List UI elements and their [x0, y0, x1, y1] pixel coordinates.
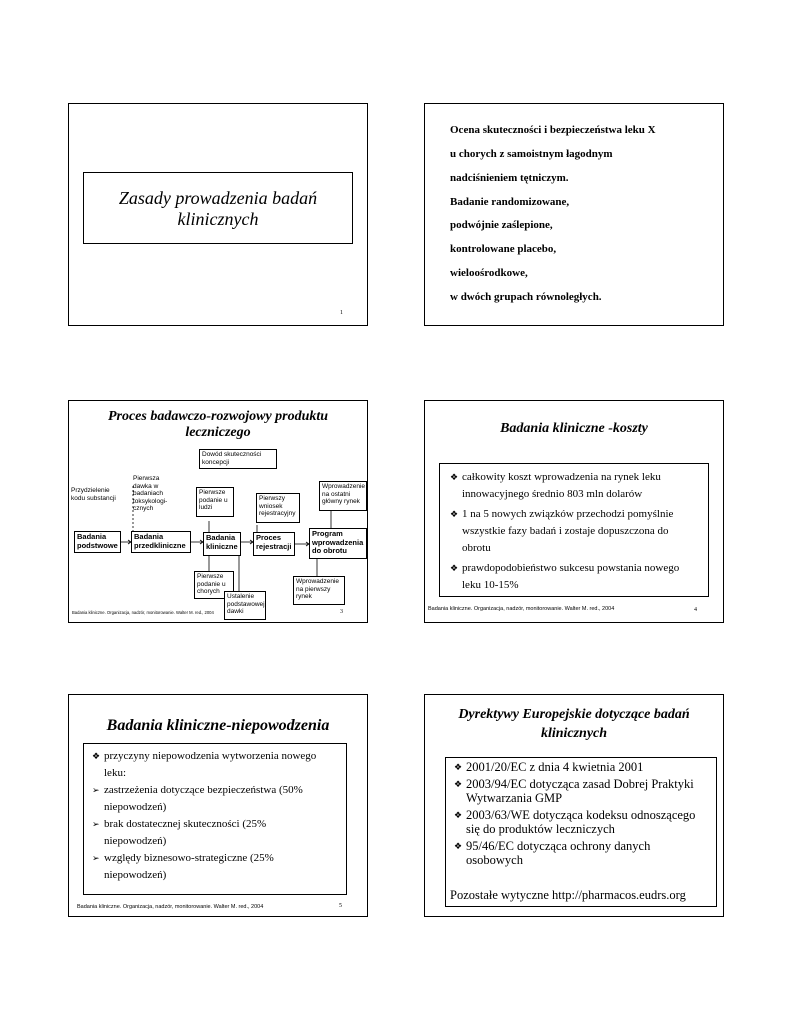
diamond-bullet-icon: ❖ — [450, 563, 459, 573]
stage-registration: Proces rejestracji — [253, 532, 295, 556]
stage-preclinical: Badania przedkliniczne — [131, 531, 191, 553]
first-dose-label: Pierwsza dawka w badaniach toksykologi- cznych — [133, 475, 168, 512]
slide-2-line: u chorych z samoistnym łagodnym — [450, 148, 613, 160]
slide-3 — [68, 400, 368, 623]
slide-1-title-box — [83, 172, 353, 244]
list-item: ❖ 2003/63/WE dotycząca kodeksu odnoszącego się do produktów leczniczych — [454, 808, 696, 836]
list-item: ❖ 1 na 5 nowych związków przechodzi pomyślnie wszystkie fazy badań i zostaje dopuszczona do obrotu — [450, 508, 674, 554]
slide-1 — [68, 103, 368, 326]
slide-footer: Badania kliniczne. Organizacja, nadzór, monitorowanie. Walter M. red., 2004 — [77, 904, 264, 910]
diamond-bullet-icon: ❖ — [92, 751, 101, 761]
slide-4 — [424, 400, 724, 623]
stage-market-program: Program wprowadzenia do obrotu — [309, 528, 367, 559]
slide-footer: Badania kliniczne. Organizacja, nadzór, monitorowanie. Walter M. red., 2004 — [72, 610, 214, 615]
list-item: ❖ 2001/20/EC z dnia 4 kwietnia 2001 — [454, 760, 644, 774]
base-dose-box: Ustalenie podstawowej dawki — [224, 591, 266, 620]
slide-2-line: kontrolowane placebo, — [450, 243, 557, 255]
diamond-bullet-icon: ❖ — [454, 779, 463, 789]
diamond-bullet-icon: ❖ — [450, 509, 459, 519]
proof-of-concept-box: Dowód skuteczności koncepcji — [199, 449, 277, 469]
list-item: ❖ przyczyny niepowodzenia wytworzenia nowego leku: — [92, 750, 317, 779]
slide-4-title: Badania kliniczne -koszty — [500, 421, 648, 436]
list-item: ❖ 95/46/EC dotycząca ochrony danych osobowych — [454, 839, 651, 867]
last-market-box: Wprowadzenie na ostatni główny rynek — [319, 481, 367, 511]
slide-6-bullet-box — [445, 757, 717, 907]
slide-footer: Badania kliniczne. Organizacja, nadzór, monitorowanie. Walter M. red., 2004 — [428, 606, 615, 612]
slide-1-title: Zasady prowadzenia badań klinicznych — [118, 188, 318, 229]
code-assignment-label: Przydzielenie kodu substancji — [71, 487, 116, 502]
list-item: ➢ brak dostatecznej skuteczności (25% niepowodzeń) — [92, 818, 267, 847]
page-number: 3 — [340, 609, 343, 615]
page-number: 5 — [339, 903, 342, 909]
stage-basic-research: Badania podstwowe — [74, 531, 121, 553]
slide-2-line: wieloośrodkowe, — [450, 267, 528, 279]
slide-4-bullet-box — [439, 463, 709, 597]
arrow-bullet-icon: ➢ — [92, 853, 100, 863]
arrow-bullet-icon: ➢ — [92, 785, 100, 795]
diamond-bullet-icon: ❖ — [454, 841, 463, 851]
slide-2-line: Ocena skuteczności i bezpieczeństwa leku X — [450, 124, 656, 136]
arrow-bullet-icon: ➢ — [92, 819, 100, 829]
diamond-bullet-icon: ❖ — [454, 810, 463, 820]
slide-2-line: w dwóch grupach równoległych. — [450, 291, 602, 303]
page-number: 4 — [694, 607, 697, 613]
slide-2-line: Badanie randomizowane, — [450, 196, 570, 208]
page-number: 1 — [340, 310, 343, 316]
first-market-box: Wprowadzenie na pierwszy rynek — [293, 576, 345, 605]
slide-6-title: Dyrektywy Europejskie dotyczące badań klinicznych — [458, 707, 690, 741]
first-human-dose-box: Pierwsze podanie u ludzi — [196, 487, 234, 517]
first-application-box: Pierwszy wniosek rejestracyjny — [256, 493, 300, 523]
slide-5-title: Badania kliniczne-niepowodzenia — [106, 717, 330, 734]
slide-2-line: podwójnie zaślepione, — [450, 219, 553, 231]
list-item: ➢ zastrzeżenia dotyczące bezpieczeństwa (50% niepowodzeń) — [92, 784, 303, 813]
diamond-bullet-icon: ❖ — [454, 762, 463, 772]
stage-clinical: Badania kliniczne — [203, 532, 241, 556]
slide-5 — [68, 694, 368, 917]
slide-6 — [424, 694, 724, 917]
slide-2-line: nadciśnieniem tętniczym. — [450, 172, 569, 184]
other-guidelines: Pozostałe wytyczne http://pharmacos.eudrs.org — [450, 888, 686, 902]
list-item: ➢ względy biznesowo-strategiczne (25% niepowodzeń) — [92, 852, 274, 881]
list-item: ❖ prawdopodobieństwo sukcesu powstania nowego leku 10-15% — [450, 562, 680, 591]
slide-3-title: Proces badawczo-rozwojowy produktu leczniczego — [107, 409, 329, 440]
diamond-bullet-icon: ❖ — [450, 472, 459, 482]
first-patient-dose-box: Pierwsze podanie u chorych — [194, 571, 234, 599]
list-item: ❖ całkowity koszt wprowadzenia na rynek leku innowacyjnego średnio 803 mln dolarów — [450, 471, 661, 500]
list-item: ❖ 2003/94/EC dotycząca zasad Dobrej Praktyki Wytwarzania GMP — [454, 777, 694, 805]
slide-5-bullet-box — [83, 743, 347, 895]
